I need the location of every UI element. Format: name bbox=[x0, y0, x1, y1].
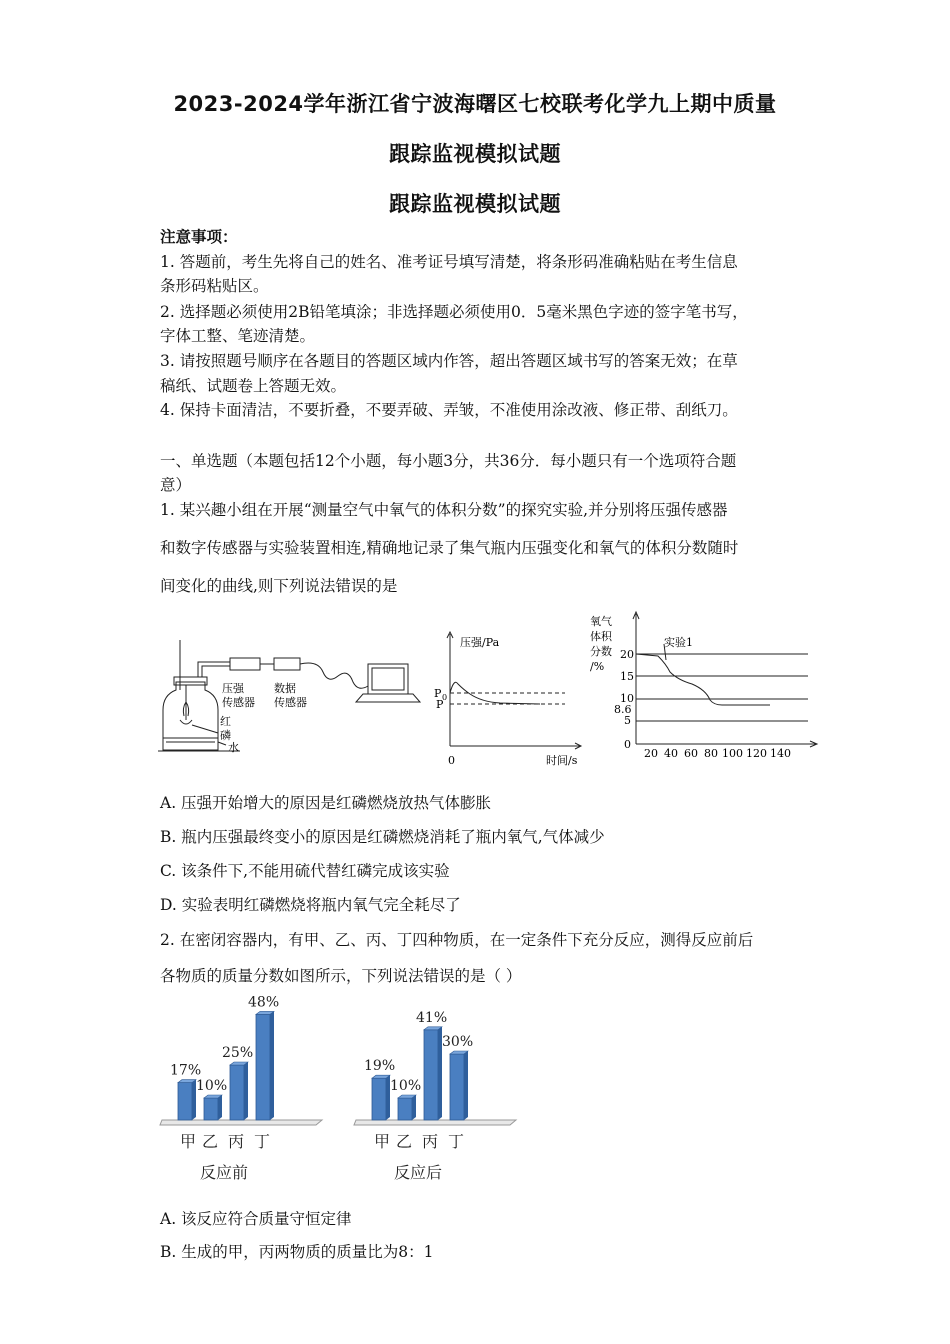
cable bbox=[300, 663, 368, 688]
bottle-stopper bbox=[174, 677, 207, 685]
title-line-3: 跟踪监视模拟试题 bbox=[389, 192, 561, 216]
spoon-bowl bbox=[180, 720, 192, 724]
category-label: 丁 bbox=[448, 1132, 465, 1151]
q1-option-d: D. 实验表明红磷燃烧将瓶内氧气完全耗尽了 bbox=[160, 896, 461, 914]
bar-side-乙 bbox=[218, 1095, 222, 1120]
data-label: 10% bbox=[390, 1078, 422, 1094]
notice-2a: 2. 选择题必须使用2B铅笔填涂；非选择题必须使用0．5毫米黑色字迹的签字笔书写， bbox=[160, 303, 748, 321]
category-label: 丙 bbox=[422, 1132, 439, 1151]
ytick-10: 10 bbox=[620, 692, 634, 705]
q1-option-a: A. 压强开始增大的原因是红磷燃烧放热气体膨胀 bbox=[160, 794, 492, 812]
notice-1b: 条形码粘贴区。 bbox=[160, 277, 269, 295]
bar-side-丁 bbox=[270, 1011, 274, 1120]
bar-side-丙 bbox=[244, 1062, 248, 1120]
category-label: 甲 bbox=[180, 1132, 197, 1151]
bar-丁 bbox=[256, 1014, 270, 1120]
pressure-sensor-box bbox=[230, 658, 260, 670]
oxygen-legend: 实验1 bbox=[664, 636, 693, 649]
bar-乙 bbox=[398, 1098, 412, 1120]
ytick-8-6: 8.6 bbox=[614, 703, 632, 716]
bar-丙 bbox=[230, 1065, 244, 1120]
label-phosphorus: 磷 bbox=[220, 729, 231, 742]
q1-option-b: B. 瓶内压强最终变小的原因是红磷燃烧消耗了瓶内氧气,气体减少 bbox=[160, 828, 605, 846]
notice-2b: 字体工整、笔迹清楚。 bbox=[160, 327, 316, 345]
bar-甲 bbox=[178, 1083, 192, 1120]
oxygen-ylabel-3: 分数 bbox=[590, 645, 612, 658]
pressure-origin: 0 bbox=[448, 754, 455, 767]
pressure-graph bbox=[430, 628, 590, 770]
category-label: 乙 bbox=[202, 1132, 219, 1151]
q2-stem-b: 各物质的质量分数如图所示，下列说法错误的是（ ） bbox=[160, 967, 522, 985]
xtick-60: 60 bbox=[684, 747, 698, 760]
oxygen-ylabel-2: 体积 bbox=[590, 630, 612, 643]
ytick-20: 20 bbox=[620, 648, 634, 661]
q1-option-c: C. 该条件下,不能用硫代替红磷完成该实验 bbox=[160, 862, 450, 880]
section-heading-a: 一、单选题（本题包括12个小题，每小题3分，共36分．每小题只有一个选项符合题 bbox=[160, 452, 737, 470]
chart-floor bbox=[160, 1120, 322, 1125]
data-label: 17% bbox=[170, 1062, 202, 1079]
ytick-5: 5 bbox=[624, 714, 631, 727]
q1-stem-b: 和数字传感器与实验装置相连,精确地记录了集气瓶内压强变化和氧气的体积分数随时 bbox=[160, 539, 739, 557]
data-label: 41% bbox=[416, 1009, 448, 1026]
xtick-140: 140 bbox=[770, 747, 791, 760]
oxygen-ylabel-1: 氧气 bbox=[590, 615, 612, 628]
q2-option-a: A. 该反应符合质量守恒定律 bbox=[160, 1210, 352, 1228]
bar-甲 bbox=[372, 1078, 386, 1120]
laptop-base bbox=[356, 694, 420, 702]
bar-chart-before bbox=[158, 995, 328, 1190]
oxygen-ylabel-4: /% bbox=[590, 660, 605, 673]
xtick-40: 40 bbox=[664, 747, 678, 760]
label-digital-2: 传感器 bbox=[274, 696, 307, 709]
chart-title: 反应前 bbox=[200, 1163, 249, 1182]
title-line-1: 2023-2024学年浙江省宁波海曙区七校联考化学九上期中质量 bbox=[173, 92, 777, 116]
chart-title: 反应后 bbox=[394, 1163, 443, 1182]
gas-bottle bbox=[163, 682, 218, 750]
q1-stem-c: 间变化的曲线,则下列说法错误的是 bbox=[160, 577, 398, 595]
digital-sensor-box bbox=[274, 658, 300, 670]
p0-subscript: 0 bbox=[442, 693, 448, 702]
category-label: 丙 bbox=[228, 1132, 245, 1151]
label-red: 红 bbox=[220, 715, 231, 728]
ytick-0: 0 bbox=[624, 738, 631, 751]
xtick-80: 80 bbox=[704, 747, 718, 760]
bar-乙 bbox=[204, 1098, 218, 1120]
xtick-120: 120 bbox=[746, 747, 767, 760]
category-label: 甲 bbox=[374, 1132, 391, 1151]
xtick-100: 100 bbox=[722, 747, 743, 760]
category-label: 乙 bbox=[396, 1132, 413, 1151]
ytick-15: 15 bbox=[620, 670, 634, 683]
p0-label: P bbox=[434, 687, 442, 700]
bar-side-丁 bbox=[464, 1051, 468, 1120]
chart-floor bbox=[354, 1120, 516, 1125]
q2-stem-a: 2. 在密闭容器内，有甲、乙、丙、丁四种物质，在一定条件下充分反应，测得反应前后 bbox=[160, 931, 754, 949]
label-pressure-2: 传感器 bbox=[222, 696, 255, 709]
data-label: 25% bbox=[222, 1045, 254, 1061]
data-label: 48% bbox=[248, 995, 280, 1011]
title-line-2: 跟踪监视模拟试题 bbox=[389, 142, 561, 166]
category-label: 丁 bbox=[254, 1132, 271, 1151]
label-water: 水 bbox=[228, 741, 239, 754]
data-label: 30% bbox=[442, 1034, 474, 1050]
notice-1a: 1. 答题前，考生先将自己的姓名、准考证号填写清楚，将条形码准确粘贴在考生信息 bbox=[160, 253, 738, 271]
notice-heading: 注意事项： bbox=[160, 227, 238, 246]
q1-stem-a: 1. 某兴趣小组在开展“测量空气中氧气的体积分数”的探究实验,并分别将压强传感器 bbox=[160, 501, 728, 519]
pressure-xlabel: 时间/s bbox=[546, 754, 578, 767]
q2-option-b: B. 生成的甲，丙两物质的质量比为8：1 bbox=[160, 1243, 434, 1261]
p-label: P bbox=[436, 698, 444, 711]
bar-chart-after bbox=[352, 995, 522, 1190]
bar-side-乙 bbox=[412, 1095, 416, 1120]
pressure-ylabel: 压强/Pa bbox=[460, 636, 500, 649]
label-pressure: 压强 bbox=[222, 682, 244, 695]
data-label: 19% bbox=[364, 1058, 396, 1075]
section-heading-b: 意） bbox=[160, 476, 192, 494]
xtick-20: 20 bbox=[644, 747, 658, 760]
notice-4: 4. 保持卡面清洁，不要折叠，不要弄破、弄皱，不准使用涂改液、修正带、刮纸刀。 bbox=[160, 401, 738, 419]
oxygen-graph bbox=[588, 610, 823, 765]
apparatus-figure bbox=[158, 620, 428, 770]
oxygen-curve bbox=[636, 654, 770, 705]
notice-3b: 稿纸、试题卷上答题无效。 bbox=[160, 377, 347, 395]
data-label: 10% bbox=[196, 1078, 228, 1094]
bar-丁 bbox=[450, 1054, 464, 1120]
label-digital: 数据 bbox=[274, 682, 296, 695]
bar-丙 bbox=[424, 1030, 438, 1120]
notice-3a: 3. 请按照题号顺序在各题目的答题区域内作答，超出答题区域书写的答案无效；在草 bbox=[160, 352, 738, 370]
